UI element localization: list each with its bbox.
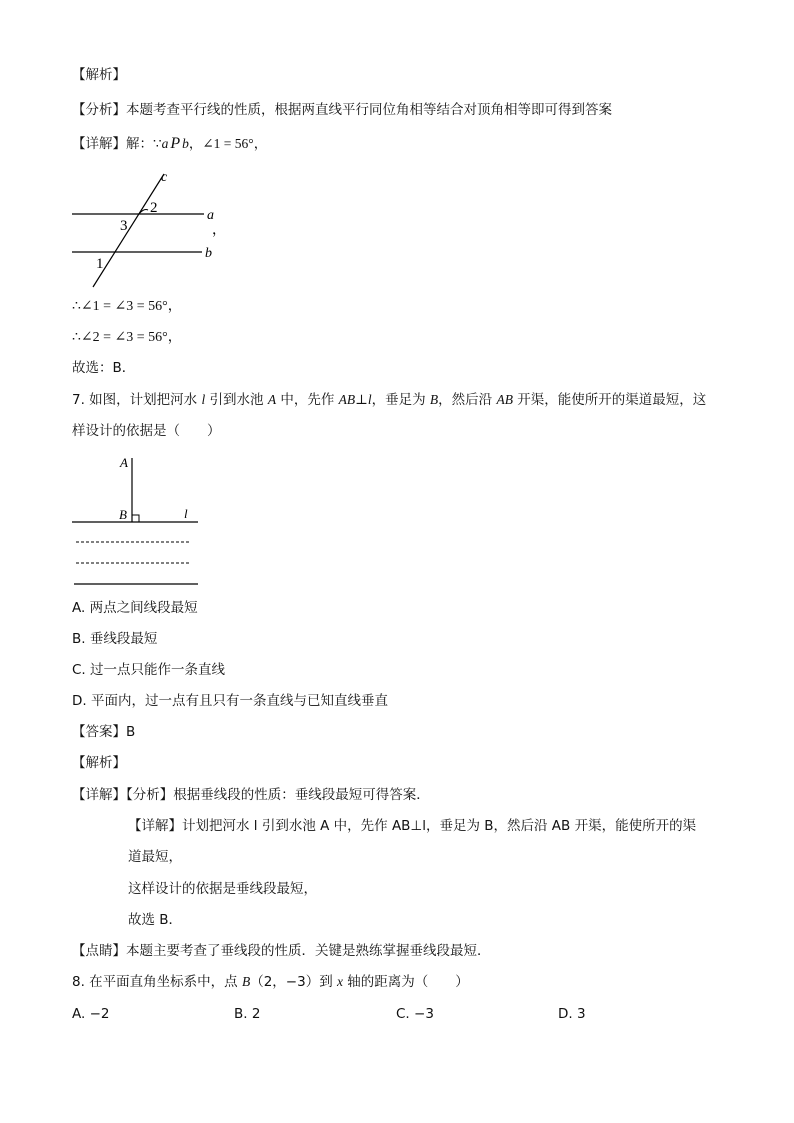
q6-var-a: a (161, 136, 169, 151)
q8-option-b: B. 2 (234, 1006, 261, 1022)
q7-label-A: A (120, 455, 128, 470)
q7-stem-line1 (72, 391, 706, 409)
q7-option-d: D. 平面内，过一点有且只有一条直线与已知直线垂直 (72, 693, 388, 709)
q7-option-b: B. 垂线段最短 (72, 631, 158, 647)
q6-step2: ∴∠2 = ∠3 = 56°， (72, 330, 182, 345)
q7-key-point: 【点睛】本题主要考查了垂线段的性质．关键是熟练掌握垂线段最短． (72, 943, 491, 959)
q7-stem-text: 7. 如图，计划把河水 (72, 392, 202, 408)
q7-jiexi-heading: 【解析】 (72, 755, 126, 771)
q7-detail-line3: 这样设计的依据是垂线段最短， (128, 881, 317, 897)
q8-stem-text: 轴的距离为（ ） (343, 974, 469, 990)
q7-stem-text: ，然后沿 (438, 392, 497, 408)
q8-option-c: C. −3 (396, 1006, 434, 1022)
q6-label-3: 3 (120, 218, 128, 234)
q7-perpendicular-figure (66, 450, 216, 590)
q6-because: ∵ (153, 136, 162, 151)
q7-detail-line4: 故选 B． (128, 912, 183, 928)
q6-parallel-lines-figure (66, 164, 236, 294)
q7-answer: 【答案】B (72, 724, 136, 740)
q8-stem-text: （2，−3）到 (250, 974, 337, 990)
q7-label-l: l (184, 506, 188, 521)
q6-label-c: c (161, 170, 168, 185)
q8-var-x: x (337, 974, 343, 989)
q7-detail-line2: 道最短， (128, 849, 182, 865)
q7-var-B: B (429, 392, 439, 407)
q6-angle-given: ，∠1 = 56°， (188, 136, 268, 151)
q7-option-c: C. 过一点只能作一条直线 (72, 662, 226, 678)
q7-var-AB-perp-l: AB⊥l (338, 392, 372, 407)
q8-stem (72, 973, 469, 991)
q6-figure-comma: ， (212, 223, 226, 238)
q6-step1: ∴∠1 = ∠3 = 56°， (72, 299, 182, 314)
q6-detail-prefix: 【详解】解： (72, 136, 153, 152)
q7-label-B: B (119, 507, 127, 522)
q8-var-B: B (241, 974, 251, 989)
q6-analysis: 【分析】本题考查平行线的性质，根据两直线平行同位角相等结合对顶角相等即可得到答案 (72, 102, 612, 118)
q7-detail-line1: 【详解】计划把河水 l 引到水池 A 中，先作 AB⊥l，垂足为 B，然后沿 AB 开渠，能使所开的渠 (128, 818, 697, 834)
q6-parallel-symbol: P (170, 135, 181, 152)
q6-label-b: b (205, 246, 212, 261)
q6-label-1: 1 (96, 256, 104, 272)
q7-var-l: l (201, 392, 206, 407)
q8-option-a: A. −2 (72, 1006, 110, 1022)
q6-choice: 故选：B． (72, 360, 136, 376)
q7-analysis: 【详解】【分析】根据垂线段的性质：垂线段最短可得答案． (72, 787, 430, 803)
q7-var-A: A (267, 392, 277, 407)
q6-detail-line (72, 135, 267, 153)
q6-var-b: b (182, 136, 189, 151)
q7-stem-text: 中，先作 (276, 392, 339, 408)
q7-stem-line2: 样设计的依据是（ ） (72, 423, 221, 439)
q7-var-AB: AB (496, 392, 513, 407)
q7-stem-text: 开渠，能使所开的渠道最短，这 (512, 392, 707, 408)
q7-option-a: A. 两点之间线段最短 (72, 600, 198, 616)
q7-stem-text: 引到水池 (205, 392, 268, 408)
q8-option-d: D. 3 (558, 1006, 586, 1022)
q8-stem-text: 8. 在平面直角坐标系中，点 (72, 974, 242, 990)
q6-label-2: 2 (150, 200, 158, 216)
q6-jiexi-heading: 【解析】 (72, 67, 126, 83)
q6-label-a: a (207, 208, 214, 223)
q7-stem-text: ，垂足为 (371, 392, 430, 408)
